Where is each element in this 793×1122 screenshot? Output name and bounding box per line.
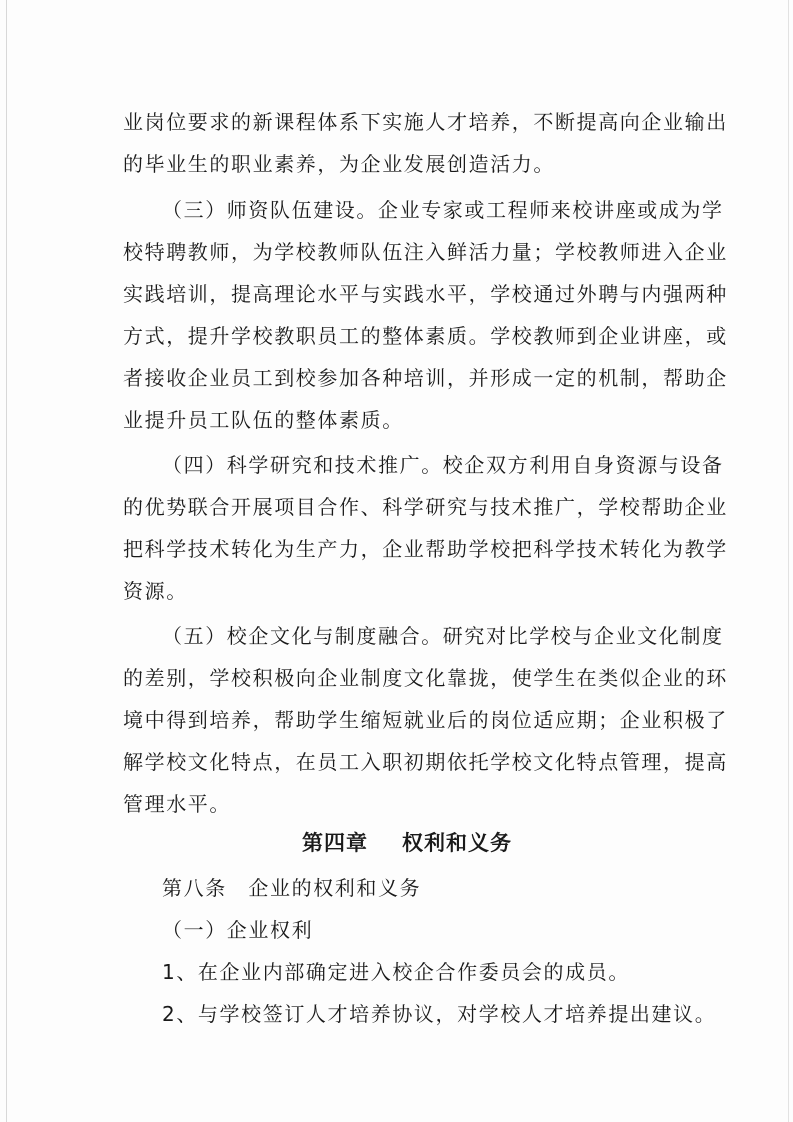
paragraph-1-line-1: 业岗位要求的新课程体系下实施人才培养，不断提高向企业输出: [123, 110, 728, 134]
chapter-heading: [302, 830, 512, 856]
article-heading: 第八条 企业的权利和义务: [162, 876, 422, 900]
chapter-number: 第四章: [302, 831, 368, 855]
paragraph-1-line-2: 的毕业生的职业素养，为企业发展创造活力。: [123, 152, 555, 176]
paragraph-4-line-5: 管理水平。: [123, 792, 231, 816]
paragraph-3-line-3: 把科学技术转化为生产力，企业帮助学校把科学技术转化为教学: [123, 537, 728, 561]
paragraph-2-line-4: 方式，提升学校教职员工的整体素质。学校教师到企业讲座，或: [123, 324, 728, 348]
paragraph-3-line-2: 的优势联合开展项目合作、科学研究与技术推广，学校帮助企业: [123, 495, 728, 519]
chapter-title: 权利和义务: [402, 831, 512, 855]
paragraph-3-line-1: （四）科学研究和技术推广。校企双方利用自身资源与设备: [162, 453, 724, 477]
paragraph-4-line-2: 的差别，学校积极向企业制度文化靠拢，使学生在类似企业的环: [123, 666, 728, 690]
scan-edge-left: [6, 0, 7, 1122]
scan-edge-right: [788, 0, 789, 1122]
paragraph-3-line-4: 资源。: [123, 579, 188, 603]
section-heading: （一）企业权利: [162, 918, 314, 942]
list-item-2: 2、与学校签订人才培养协议，对学校人才培养提出建议。: [162, 1002, 717, 1026]
paragraph-4-line-4: 解学校文化特点，在员工入职初期依托学校文化特点管理，提高: [123, 750, 728, 774]
paragraph-4-line-1: （五）校企文化与制度融合。研究对比学校与企业文化制度: [162, 624, 724, 648]
paragraph-2-line-6: 业提升员工队伍的整体素质。: [123, 408, 404, 432]
paragraph-2-line-5: 者接收企业员工到校参加各种培训，并形成一定的机制，帮助企: [123, 366, 728, 390]
paragraph-4-line-3: 境中得到培养，帮助学生缩短就业后的岗位适应期；企业积极了: [123, 708, 728, 732]
paragraph-2-line-1: （三）师资队伍建设。企业专家或工程师来校讲座或成为学: [162, 198, 724, 222]
paragraph-2-line-3: 实践培训，提高理论水平与实践水平，学校通过外聘与内强两种: [123, 282, 728, 306]
paragraph-2-line-2: 校特聘教师，为学校教师队伍注入鲜活力量；学校教师进入企业: [123, 240, 728, 264]
list-item-1: 1、在企业内部确定进入校企合作委员会的成员。: [162, 960, 630, 984]
